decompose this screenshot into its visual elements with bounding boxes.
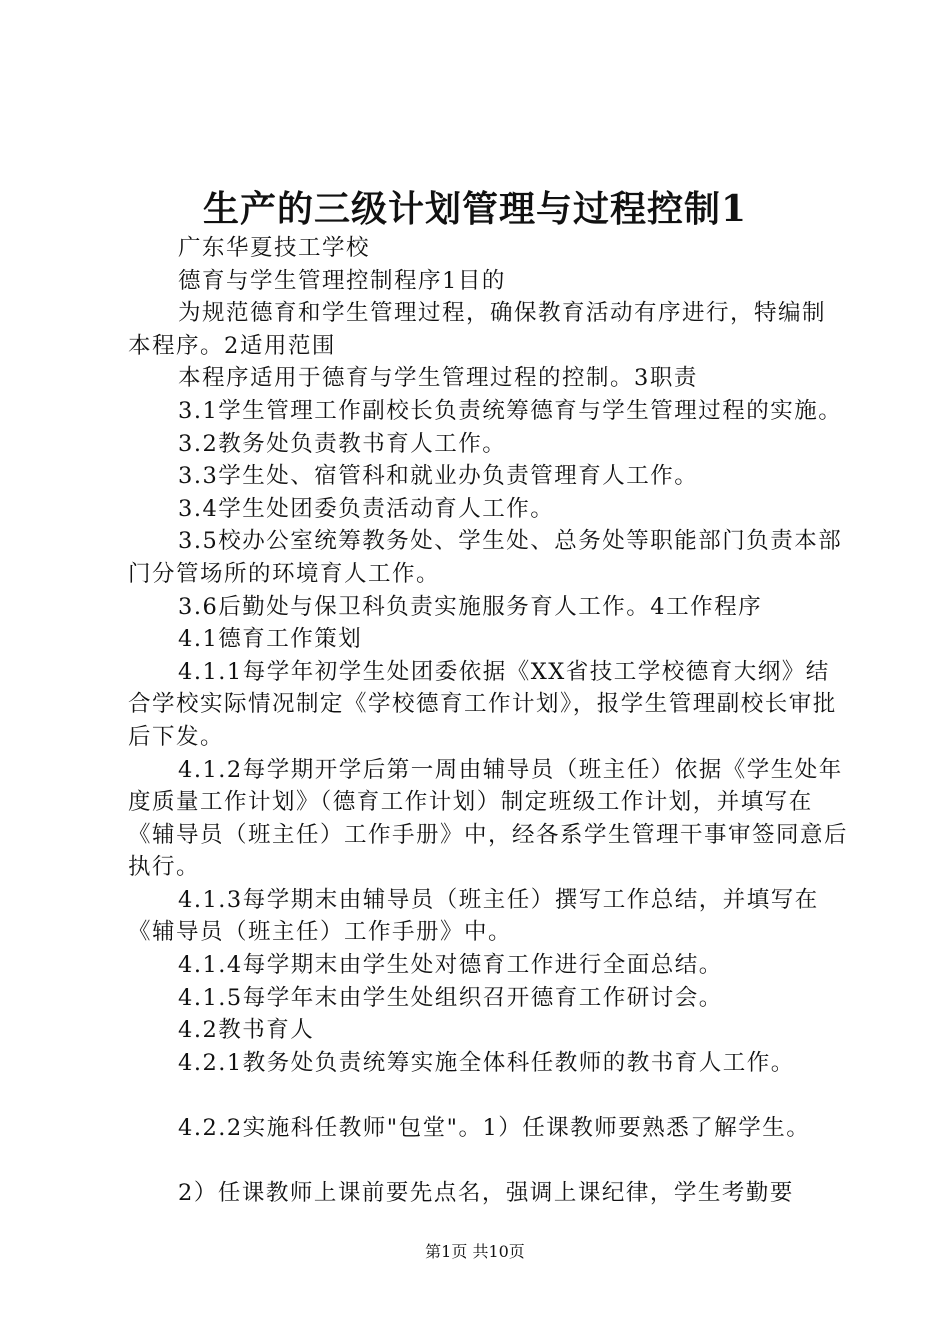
paragraph: 3.4学生处团委负责活动育人工作。 <box>178 495 555 522</box>
paragraph: 广东华夏技工学校 <box>178 235 371 261</box>
paragraph: 4.2教书育人 <box>178 1017 315 1044</box>
paragraph: 4.2.1教务处负责统筹实施全体科任教师的教书育人工作。 <box>178 1049 795 1076</box>
paragraph: 4.1.3每学期末由辅导员（班主任）撰写工作总结，并填写在《辅导员（班主任）工作手册》中。 <box>128 886 819 946</box>
paragraph: 4.1.5每学年末由学生处组织召开德育工作研讨会。 <box>178 984 723 1011</box>
paragraph: 2）任课教师上课前要先点名，强调上课纪律，学生考勤要 <box>178 1180 794 1207</box>
paragraph: 3.5校办公室统筹教务处、学生处、总务处等职能部门负责本部门分管场所的环境育人工作。 <box>128 528 843 587</box>
page-footer: 第1页 共10页 <box>425 1242 525 1261</box>
paragraph: 4.2.2实施科任教师"包堂"。1）任课教师要熟悉了解学生。 <box>178 1115 811 1142</box>
paragraph: 4.1.1每学年初学生处团委依据《XX省技工学校德育大纲》结合学校实际情况制定《学校德育工作计划》，报学生管理副校长审批后下发。 <box>128 658 837 750</box>
paragraph: 为规范德育和学生管理过程，确保教育活动有序进行，特编制本程序。2适用范围 <box>128 300 827 359</box>
paragraph: 德育与学生管理控制程序1目的 <box>178 267 506 294</box>
paragraph: 3.3学生处、宿管科和就业办负责管理育人工作。 <box>178 463 699 490</box>
paragraph: 4.1.2每学期开学后第一周由辅导员（班主任）依据《学生处年度质量工作计划》（德育工作计划）制定班级工作计划，并填写在《辅导员（班主任）工作手册》中，经各系学生管理干事审签同意后执行。 <box>128 756 849 881</box>
document-title: 生产的三级计划管理与过程控制1 <box>202 188 748 230</box>
document-body <box>128 232 848 1210</box>
paragraph: 4.1德育工作策划 <box>178 626 363 653</box>
paragraph: 本程序适用于德育与学生管理过程的控制。3职责 <box>178 365 698 392</box>
paragraph: 3.6后勤处与保卫科负责实施服务育人工作。4工作程序 <box>178 593 763 620</box>
paragraph: 3.2教务处负责教书育人工作。 <box>178 430 507 457</box>
paragraph: 3.1学生管理工作副校长负责统筹德育与学生管理过程的实施。 <box>178 397 843 424</box>
paragraph: 4.1.4每学期末由学生处对德育工作进行全面总结。 <box>178 952 723 979</box>
